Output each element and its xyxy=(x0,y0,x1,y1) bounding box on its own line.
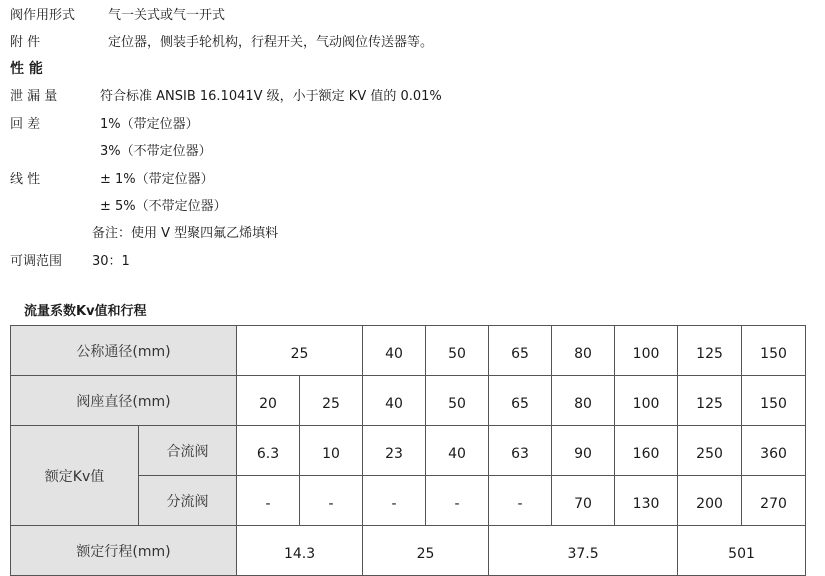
row-label-kv: 额定Kv值 xyxy=(11,426,139,526)
table-cell: 130 xyxy=(615,476,678,526)
table-cell: 100 xyxy=(615,326,678,376)
table-row-combine xyxy=(11,426,806,476)
table-cell: 10 xyxy=(300,426,363,476)
table-cell: 150 xyxy=(742,376,806,426)
table-cell: 250 xyxy=(678,426,742,476)
table-cell: 25 xyxy=(363,526,489,576)
table-cell: 125 xyxy=(678,376,742,426)
spec-label-hysteresis: 回 差 xyxy=(10,117,41,132)
table-cell: 100 xyxy=(615,376,678,426)
table-cell: 14.3 xyxy=(237,526,363,576)
spec-label-range: 可调范围 xyxy=(10,254,63,269)
table-row-seat xyxy=(11,376,806,426)
table-cell: 65 xyxy=(489,326,552,376)
row-label-nominal: 公称通径(mm) xyxy=(11,326,237,376)
table-cell: 40 xyxy=(363,326,426,376)
table-cell: 360 xyxy=(742,426,806,476)
table-cell: 80 xyxy=(552,326,615,376)
spec-label-action-form: 阀作用形式 xyxy=(10,8,76,23)
spec-label-leakage: 泄 漏 量 xyxy=(10,89,58,104)
table-cell: 80 xyxy=(552,376,615,426)
table-cell: 50 xyxy=(426,326,489,376)
table-cell: 40 xyxy=(426,426,489,476)
table-cell: 40 xyxy=(363,376,426,426)
table-cell: 6.3 xyxy=(237,426,300,476)
table-cell: - xyxy=(489,476,552,526)
table-cell: 65 xyxy=(489,376,552,426)
table-cell: 70 xyxy=(552,476,615,526)
table-cell: 25 xyxy=(300,376,363,426)
table-cell: 200 xyxy=(678,476,742,526)
table-cell: - xyxy=(237,476,300,526)
row-label-divide: 分流阀 xyxy=(139,476,237,526)
table-cell: - xyxy=(363,476,426,526)
table-cell: 270 xyxy=(742,476,806,526)
table-cell: 150 xyxy=(742,326,806,376)
spec-text-note: 备注：使用 V 型聚四氟乙烯填料 xyxy=(92,226,279,241)
table-cell: - xyxy=(300,476,363,526)
table-row-stroke xyxy=(11,526,806,576)
table-cell: 50 xyxy=(426,376,489,426)
spec-text-range: 30：1 xyxy=(92,254,130,269)
table-cell: 37.5 xyxy=(489,526,678,576)
table-cell: 20 xyxy=(237,376,300,426)
table-cell: - xyxy=(426,476,489,526)
table-cell: 501 xyxy=(678,526,806,576)
table-cell: 160 xyxy=(615,426,678,476)
spec-text-leakage: 符合标准 ANSIB 16.1041V 级，小于额定 KV 值的 0.01% xyxy=(100,89,442,104)
section-title: 流量系数Kv值和行程 xyxy=(24,304,147,319)
row-label-stroke: 额定行程(mm) xyxy=(11,526,237,576)
spec-text-linearity-2: ± 5%（不带定位器） xyxy=(100,199,227,214)
spec-label-performance: 性 能 xyxy=(10,61,43,77)
table-row-nominal xyxy=(11,326,806,376)
kv-stroke-table xyxy=(10,325,806,576)
spec-text-action-form: 气一关式或气一开式 xyxy=(108,8,226,23)
spec-text-linearity-1: ± 1%（带定位器） xyxy=(100,172,214,187)
table-cell: 25 xyxy=(237,326,363,376)
table-cell: 90 xyxy=(552,426,615,476)
spec-text-accessories: 定位器，侧装手轮机构，行程开关，气动阀位传送器等。 xyxy=(108,35,434,50)
table-cell: 63 xyxy=(489,426,552,476)
spec-label-linearity: 线 性 xyxy=(10,172,41,187)
row-label-combine: 合流阀 xyxy=(139,426,237,476)
table-cell: 125 xyxy=(678,326,742,376)
spec-text-hysteresis-2: 3%（不带定位器） xyxy=(100,144,212,159)
row-label-seat: 阀座直径(mm) xyxy=(11,376,237,426)
table-cell: 23 xyxy=(363,426,426,476)
spec-label-accessories: 附 件 xyxy=(10,35,41,50)
spec-text-hysteresis-1: 1%（带定位器） xyxy=(100,117,199,132)
